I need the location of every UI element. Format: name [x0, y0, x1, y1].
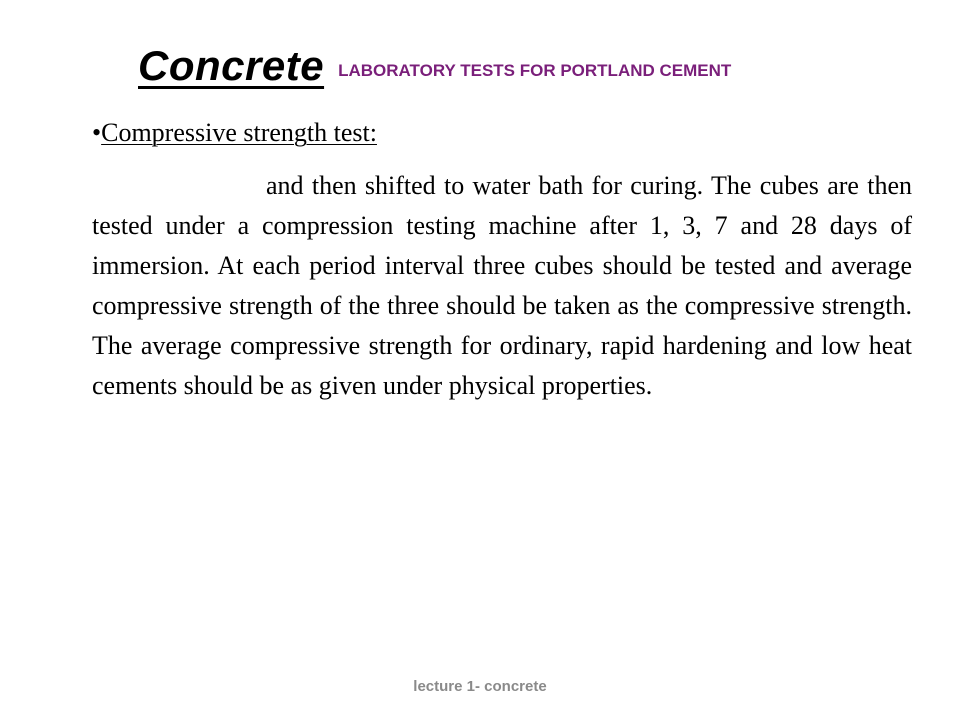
slide-title: Concrete [138, 42, 325, 89]
body-paragraph: and then shifted to water bath for curing. The cubes are then tested under a compression testing machine after 1, 3, 7 and 28 days of immersion. At each period interval three cubes should be tested and average compressive strength of the three should be taken as the compressive strength. The average compressive strength for ordinary, rapid hardening and low heat cements should be as given under physical properties. [92, 171, 912, 400]
bullet-heading: Compressive strength test: [101, 118, 377, 147]
bullet-item [92, 118, 377, 148]
bullet-marker: • [92, 118, 102, 147]
title-row [138, 42, 731, 90]
slide-footer: lecture 1- concrete [413, 678, 547, 695]
slide-subtitle: LABORATORY TESTS FOR PORTLAND CEMENT [338, 61, 732, 80]
